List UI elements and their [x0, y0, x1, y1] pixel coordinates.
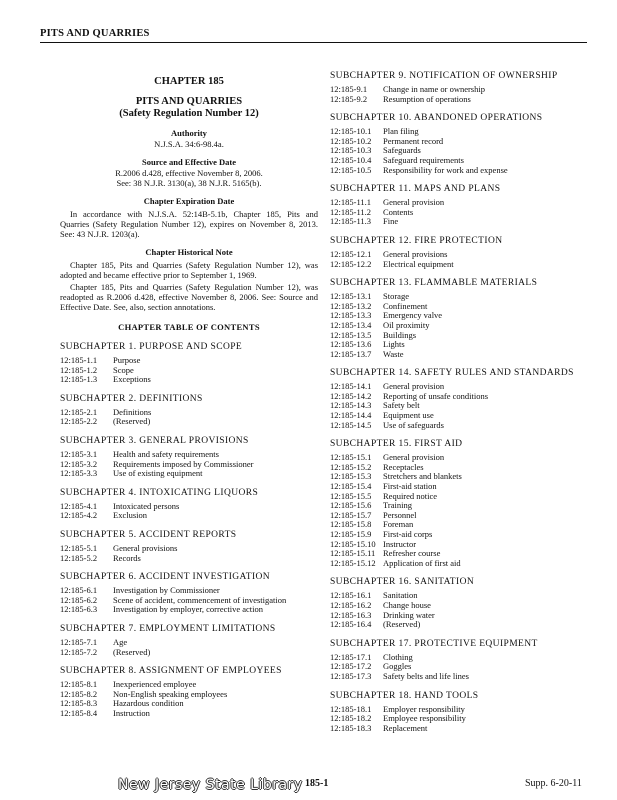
- section-title: Non-English speaking employees: [113, 688, 228, 699]
- section-title: Exclusion: [113, 510, 147, 521]
- section-number: 12:185-4.1: [60, 500, 98, 511]
- toc-right: [330, 71, 592, 733]
- toc-entry: [60, 408, 318, 418]
- section-number: 12:185-18.2: [330, 713, 372, 724]
- subchapter-heading: SUBCHAPTER 4. INTOXICATING LIQUORS: [60, 487, 259, 498]
- section-number: 12:185-15.3: [330, 471, 372, 482]
- section-title: Oil proximity: [383, 319, 430, 330]
- section-number: 12:185-10.2: [330, 135, 372, 146]
- section-title: Fine: [383, 216, 399, 227]
- section-number: 12:185-17.2: [330, 661, 372, 672]
- library-logo: New Jersey State Library: [118, 777, 303, 793]
- toc-entry: [60, 366, 318, 376]
- section-number: 12:185-14.2: [330, 390, 372, 401]
- history-paragraph-2: Chapter 185, Pits and Quarries (Safety Regulation Number 12), was readopted as R.2006 d.428, effective November 8, 2006. See: Source and Effective Date. See, also, section annotations.: [60, 282, 318, 312]
- section-number: 12:185-7.1: [60, 636, 98, 647]
- section-title: Drinking water: [383, 609, 435, 620]
- section-title: Equipment use: [383, 410, 434, 421]
- section-title: Permanent record: [383, 135, 444, 146]
- section-title: General provisions: [383, 248, 448, 259]
- section-number: 12:185-6.1: [60, 585, 98, 596]
- section-number: 12:185-13.7: [330, 348, 372, 359]
- section-number: 12:185-16.4: [330, 619, 372, 630]
- section-title: Receptacles: [383, 461, 424, 472]
- toc-entry: [60, 638, 318, 648]
- section-title: Safeguards: [383, 145, 421, 156]
- section-number: 12:185-3.3: [60, 468, 98, 479]
- subchapter-heading: SUBCHAPTER 10. ABANDONED OPERATIONS: [330, 113, 543, 124]
- section-title: Replacement: [383, 722, 428, 733]
- section-title: Employee responsibility: [383, 713, 466, 724]
- section-title: Purpose: [113, 355, 141, 365]
- section-title: Health and safety requirements: [113, 448, 219, 459]
- section-title: Required notice: [383, 490, 438, 501]
- section-title: Refresher course: [383, 548, 441, 559]
- section-title: General provisions: [113, 542, 178, 553]
- history-paragraph-1: Chapter 185, Pits and Quarries (Safety Regulation Number 12), was adopted and became effective prior to September 1, 1969.: [60, 260, 318, 280]
- section-number: 12:185-3.2: [60, 458, 98, 469]
- section-title: First-aid station: [383, 481, 437, 492]
- section-number: 12:185-14.1: [330, 381, 372, 392]
- section-title: Safeguard requirements: [383, 154, 464, 165]
- section-title: General provision: [383, 197, 445, 208]
- section-title: Emergency valve: [383, 310, 443, 321]
- section-number: 12:185-13.6: [330, 339, 372, 350]
- section-title: Stretchers and blankets: [383, 471, 462, 482]
- section-title: General provision: [383, 452, 445, 463]
- section-number: 12:185-16.3: [330, 609, 372, 620]
- section-number: 12:185-15.6: [330, 500, 372, 511]
- history-heading: Chapter Historical Note: [145, 247, 233, 257]
- chapter-label: CHAPTER 185: [154, 76, 224, 87]
- section-title: Storage: [383, 291, 409, 302]
- expiration-heading: Chapter Expiration Date: [143, 196, 235, 206]
- section-number: 12:185-1.2: [60, 364, 98, 375]
- section-title: Reporting of unsafe conditions: [383, 390, 489, 401]
- section-title: Personnel: [383, 509, 417, 520]
- toc-entry: [60, 544, 318, 554]
- section-number: 12:185-13.5: [330, 329, 372, 340]
- section-number: 12:185-15.7: [330, 509, 372, 520]
- subchapter-heading: SUBCHAPTER 9. NOTIFICATION OF OWNERSHIP: [330, 71, 558, 81]
- subchapter-heading: SUBCHAPTER 17. PROTECTIVE EQUIPMENT: [330, 638, 538, 649]
- toc-entry: [330, 217, 592, 227]
- source-line-1: R.2006 d.428, effective November 8, 2006.: [115, 168, 263, 178]
- section-title: Age: [113, 636, 128, 647]
- section-number: 12:185-15.9: [330, 529, 372, 539]
- section-title: Instructor: [383, 538, 417, 549]
- toc-entry: [330, 166, 592, 176]
- section-number: 12:185-15.11: [330, 548, 376, 559]
- section-number: 12:185-18.1: [330, 703, 372, 714]
- section-number: 12:185-6.2: [60, 594, 98, 605]
- section-title: Exceptions: [113, 374, 151, 385]
- section-number: 12:185-1.1: [60, 355, 98, 365]
- section-number: 12:185-1.3: [60, 374, 98, 385]
- toc-heading: CHAPTER TABLE OF CONTENTS: [118, 322, 260, 332]
- toc-entry: [60, 699, 318, 709]
- section-number: 12:185-11.1: [330, 197, 372, 208]
- section-number: 12:185-7.2: [60, 646, 98, 657]
- toc-entry: [60, 511, 318, 521]
- section-number: 12:185-14.4: [330, 410, 372, 421]
- section-number: 12:185-8.3: [60, 698, 98, 709]
- section-title: Training: [383, 500, 412, 511]
- section-title: Requirements imposed by Commissioner: [113, 458, 254, 469]
- section-title: First-aid corps: [383, 529, 433, 539]
- section-number: 12:185-10.4: [330, 154, 372, 165]
- section-title: Foreman: [383, 519, 414, 530]
- authority-text: N.J.S.A. 34:6-98.4a.: [154, 139, 224, 149]
- section-number: 12:185-8.1: [60, 679, 98, 690]
- section-number: 12:185-9.1: [330, 84, 368, 94]
- section-title: Responsibility for work and expense: [383, 164, 508, 175]
- section-number: 12:185-12.2: [330, 258, 372, 269]
- section-title: Waste: [383, 348, 404, 359]
- subchapter-heading: SUBCHAPTER 16. SANITATION: [330, 577, 475, 588]
- toc-entry: [330, 559, 592, 569]
- section-number: 12:185-11.2: [330, 206, 372, 217]
- toc-entry: [60, 375, 318, 385]
- section-title: Buildings: [383, 329, 417, 340]
- section-number: 12:185-2.2: [60, 416, 98, 427]
- section-number: 12:185-16.1: [330, 590, 372, 601]
- subchapter-heading: SUBCHAPTER 13. FLAMMABLE MATERIALS: [330, 278, 538, 289]
- subchapter-heading: SUBCHAPTER 2. DEFINITIONS: [60, 393, 203, 404]
- chapter-name: PITS AND QUARRIES: [135, 96, 243, 107]
- section-title: Employer responsibility: [383, 703, 465, 714]
- toc-entry: [60, 605, 318, 615]
- section-number: 12:185-17.1: [330, 651, 372, 662]
- section-title: Scene of accident, commencement of investigation: [113, 594, 287, 605]
- section-number: 12:185-15.2: [330, 461, 372, 472]
- toc-entry: [330, 260, 592, 270]
- section-title: General provision: [383, 381, 445, 392]
- section-title: Lights: [383, 339, 405, 350]
- section-number: 12:185-15.5: [330, 490, 372, 501]
- section-title: (Reserved): [383, 619, 421, 630]
- section-title: Hazardous condition: [113, 698, 184, 709]
- supplement-date: Supp. 6-20-11: [525, 778, 582, 789]
- authority-heading: Authority: [171, 128, 207, 138]
- section-number: 12:185-10.5: [330, 164, 372, 175]
- section-number: 12:185-3.1: [60, 448, 98, 459]
- source-heading: Source and Effective Date: [141, 157, 237, 167]
- section-title: Scope: [113, 364, 134, 375]
- section-number: 12:185-6.3: [60, 604, 98, 615]
- toc-entry: [60, 554, 318, 564]
- toc-entry: [330, 620, 592, 630]
- section-title: Safety belts and life lines: [383, 670, 469, 681]
- toc-entry: [60, 709, 318, 719]
- section-number: 12:185-15.4: [330, 481, 372, 492]
- section-number: 12:185-10.1: [330, 126, 372, 137]
- subchapter-heading: SUBCHAPTER 6. ACCIDENT INVESTIGATION: [60, 572, 271, 583]
- toc-entry: [60, 690, 318, 700]
- section-number: 12:185-13.3: [330, 310, 372, 321]
- section-title: Investigation by employer, corrective action: [113, 604, 264, 615]
- section-title: Clothing: [383, 651, 413, 662]
- section-title: Goggles: [383, 661, 412, 672]
- section-title: Intoxicated persons: [113, 500, 180, 511]
- section-title: Use of safeguards: [383, 419, 444, 430]
- section-title: Definitions: [113, 406, 152, 417]
- section-number: 12:185-9.2: [330, 93, 368, 104]
- toc-entry: [330, 421, 592, 431]
- section-title: (Reserved): [113, 416, 151, 427]
- right-column: [330, 71, 592, 733]
- section-number: 12:185-13.2: [330, 300, 372, 311]
- section-number: 12:185-10.3: [330, 145, 372, 156]
- section-title: Inexperienced employee: [113, 679, 197, 690]
- section-title: Plan filing: [383, 126, 419, 137]
- section-number: 12:185-15.12: [330, 557, 376, 568]
- toc-entry: [330, 672, 592, 682]
- toc-entry: [60, 502, 318, 512]
- expiration-text: In accordance with N.J.S.A. 52:14B-5.1b, Chapter 185, Pits and Quarries (Safety Regulation Number 12), expires on November 8, 2013. See: 43 N.J.R. 1203(a).: [60, 209, 318, 239]
- section-title: Instruction: [113, 707, 150, 718]
- section-number: 12:185-17.3: [330, 670, 372, 681]
- header-rule: [40, 42, 587, 43]
- section-title: Records: [113, 552, 141, 563]
- section-number: 12:185-5.2: [60, 552, 98, 563]
- section-number: 12:185-18.3: [330, 722, 372, 733]
- section-number: 12:185-8.2: [60, 688, 98, 699]
- section-number: 12:185-12.1: [330, 248, 372, 259]
- subchapter-heading: SUBCHAPTER 12. FIRE PROTECTION: [330, 235, 503, 246]
- subchapter-heading: SUBCHAPTER 11. MAPS AND PLANS: [330, 184, 501, 195]
- subchapter-heading: SUBCHAPTER 8. ASSIGNMENT OF EMPLOYEES: [60, 666, 282, 677]
- toc-entry: [330, 95, 592, 105]
- toc-entry: [60, 356, 318, 366]
- section-title: Investigation by Commissioner: [113, 585, 220, 596]
- section-number: 12:185-16.2: [330, 599, 372, 610]
- subchapter-heading: SUBCHAPTER 14. SAFETY RULES AND STANDARDS: [330, 368, 574, 379]
- page-number: 185-1: [305, 778, 329, 789]
- section-number: 12:185-14.5: [330, 419, 372, 430]
- section-number: 12:185-5.1: [60, 542, 98, 553]
- toc-entry: [330, 724, 592, 734]
- subchapter-heading: SUBCHAPTER 5. ACCIDENT REPORTS: [60, 529, 237, 540]
- section-number: 12:185-8.4: [60, 707, 98, 718]
- section-title: Change in name or ownership: [383, 84, 485, 94]
- section-title: Safety belt: [383, 400, 420, 411]
- section-number: 12:185-13.4: [330, 319, 372, 330]
- section-title: Contents: [383, 206, 414, 217]
- running-head: PITS AND QUARRIES: [40, 28, 150, 39]
- toc-entry: [60, 417, 318, 427]
- section-title: Use of existing equipment: [113, 468, 203, 479]
- section-number: 12:185-15.8: [330, 519, 372, 530]
- section-title: (Reserved): [113, 646, 151, 657]
- section-title: Resumption of operations: [383, 93, 471, 104]
- subchapter-heading: SUBCHAPTER 3. GENERAL PROVISIONS: [60, 435, 249, 446]
- subchapter-heading: SUBCHAPTER 1. PURPOSE AND SCOPE: [60, 342, 243, 352]
- section-title: Change house: [383, 599, 431, 610]
- section-number: 12:185-11.3: [330, 216, 372, 227]
- section-title: Electrical equipment: [383, 258, 454, 269]
- subchapter-heading: SUBCHAPTER 7. EMPLOYMENT LIMITATIONS: [60, 623, 276, 634]
- section-number: 12:185-2.1: [60, 406, 98, 417]
- subchapter-heading: SUBCHAPTER 18. HAND TOOLS: [330, 690, 479, 701]
- chapter-regulation: (Safety Regulation Number 12): [119, 108, 259, 119]
- section-number: 12:185-15.10: [330, 538, 376, 549]
- section-title: Application of first aid: [383, 557, 461, 568]
- toc-entry: [330, 350, 592, 360]
- section-title: Confinement: [383, 300, 428, 311]
- toc-entry: [60, 648, 318, 658]
- toc-entry: [60, 469, 318, 479]
- left-column: [60, 74, 318, 718]
- section-number: 12:185-14.3: [330, 400, 372, 411]
- section-number: 12:185-15.1: [330, 452, 372, 463]
- subchapter-heading: SUBCHAPTER 15. FIRST AID: [330, 439, 463, 450]
- section-number: 12:185-4.2: [60, 510, 98, 521]
- section-title: Sanitation: [383, 590, 418, 601]
- section-number: 12:185-13.1: [330, 291, 372, 302]
- source-line-2: See: 38 N.J.R. 3130(a), 38 N.J.R. 5165(b).: [116, 178, 262, 188]
- toc-left: [60, 342, 318, 718]
